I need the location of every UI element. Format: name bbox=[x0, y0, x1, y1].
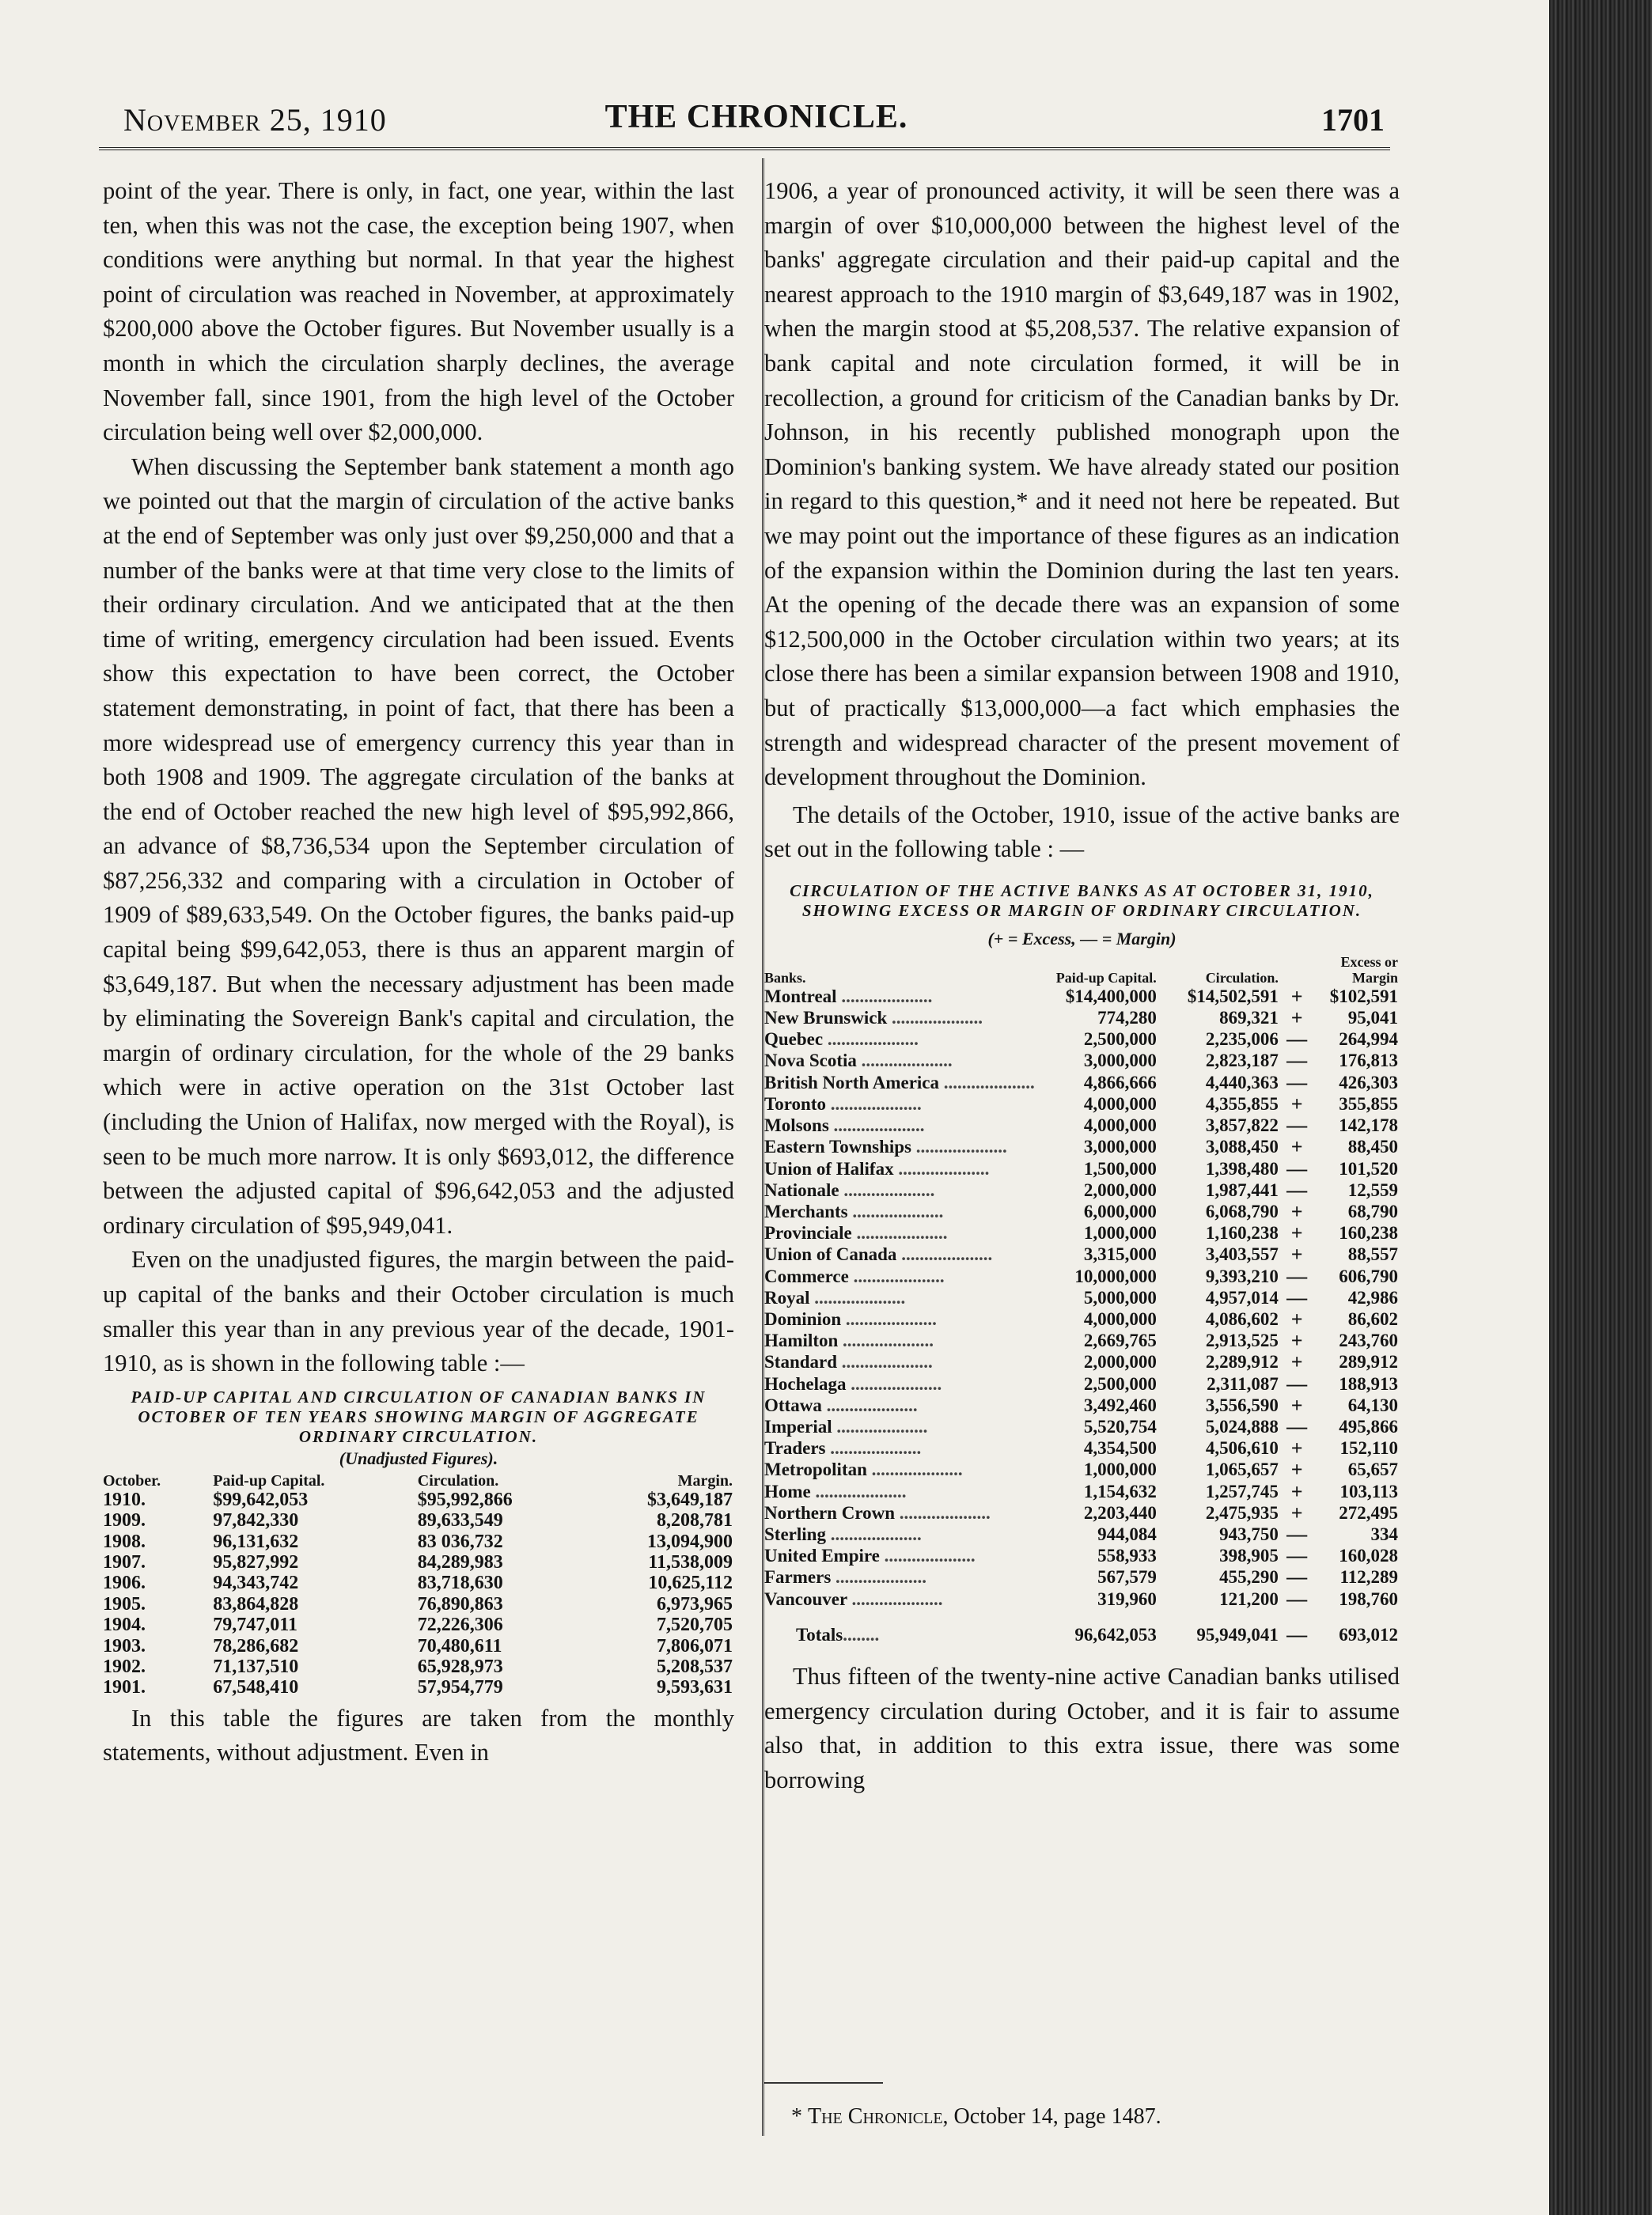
table2-cell-circulation: 5,024,888 bbox=[1205, 1416, 1279, 1437]
table2-cell-bank: Imperial .................... bbox=[764, 1416, 928, 1437]
table2-cell-capital: 5,000,000 bbox=[1083, 1287, 1157, 1308]
table-row bbox=[103, 1510, 736, 1531]
table2-cell-excess-margin: 264,994 bbox=[1339, 1029, 1398, 1050]
table2-legend: (+ = Excess, — = Margin) bbox=[987, 928, 1176, 948]
table1-cell-circulation: 70,480,611 bbox=[417, 1635, 502, 1657]
table2-cell-excess-margin: 103,113 bbox=[1339, 1481, 1398, 1501]
right-paragraph-1: 1906, a year of pronounced activity, it will be seen there was a margin of over $10,000,000 between the highest level of the banks' aggregate circulation and their paid-up capital and the nearest approach to the 1910 margin of $3,649,187 was in 1902, when the margin stood at $5,208,537. The relative expansion of bank capital and note circulation formed, it will be in recollection, a ground for criticism of the Canadian banks by Dr. Johnson, in his recently published monograph upon the Dominion's banking system. We have already stated our position in regard to this question,* and it need not here be repeated. But we may point out the importance of these figures as an indication of the expansion within the Dominion during the last ten years. At the opening of the decade there was an expansion of some $12,500,000 in the October circulation within two years; at its close there has been a similar expansion between 1908 and 1910, but of practically $13,000,000—a fact which emphasies the strength and widespread character of the present movement of development throughout the Dominion. bbox=[764, 177, 1400, 791]
table2-cell-capital: 1,000,000 bbox=[1083, 1223, 1157, 1244]
table2-cell-bank: Vancouver .................... bbox=[764, 1588, 943, 1609]
table2-cell-sign: — bbox=[1286, 1157, 1308, 1180]
table2-cell-sign: + bbox=[1290, 1006, 1303, 1030]
table2-cell-circulation: 2,913,525 bbox=[1205, 1331, 1279, 1351]
table2-header-banks: Banks. bbox=[764, 969, 806, 986]
table2-cell-bank: Montreal .................... bbox=[764, 986, 933, 1006]
table2-cell-circulation: 2,289,912 bbox=[1205, 1352, 1279, 1373]
table2-cell-capital: 6,000,000 bbox=[1083, 1201, 1157, 1221]
table1-cell-margin: 8,208,781 bbox=[657, 1510, 733, 1532]
table1-cell-circulation: 84,289,983 bbox=[417, 1552, 503, 1573]
table-row bbox=[764, 1072, 1400, 1093]
table2-cell-bank: Home .................... bbox=[764, 1481, 907, 1501]
table2-cell-capital: 1,154,632 bbox=[1083, 1481, 1157, 1501]
table2-cell-excess-margin: 86,602 bbox=[1347, 1308, 1398, 1329]
table-row bbox=[764, 1481, 1400, 1502]
right-column bbox=[764, 174, 1400, 1797]
table2-cell-excess-margin: 95,041 bbox=[1347, 1008, 1398, 1028]
table1-cell-capital: $99,642,053 bbox=[213, 1489, 309, 1510]
table2-cell-circulation: 2,823,187 bbox=[1205, 1051, 1279, 1071]
table2-cell-capital: 2,500,000 bbox=[1083, 1029, 1157, 1050]
table1-cell-circulation: 89,633,549 bbox=[417, 1510, 503, 1532]
table2-cell-circulation: 1,257,745 bbox=[1205, 1481, 1279, 1501]
table2-cell-bank: Molsons .................... bbox=[764, 1115, 925, 1136]
totals-capital: 96,642,053 bbox=[1074, 1624, 1157, 1645]
table1-cell-margin: 7,806,071 bbox=[657, 1635, 733, 1657]
table-row bbox=[103, 1573, 736, 1593]
table2-cell-circulation: 455,290 bbox=[1219, 1567, 1279, 1588]
table2-cell-sign: + bbox=[1290, 1135, 1303, 1159]
table2-cell-sign: + bbox=[1290, 1479, 1303, 1503]
table2-header-sign bbox=[1279, 954, 1316, 986]
table1-header-margin: Margin. bbox=[677, 1471, 733, 1490]
table2-caption: CIRCULATION OF THE ACTIVE BANKS AS AT OCTOBER 31, 1910, SHOWING EXCESS OR MARGIN OF ORDINARY CIRCULATION. bbox=[790, 880, 1374, 920]
publication-title: THE CHRONICLE. bbox=[604, 99, 908, 135]
left-column bbox=[103, 174, 734, 1770]
table2-cell-capital: 4,000,000 bbox=[1083, 1115, 1157, 1136]
table1-cell-capital: 96,131,632 bbox=[213, 1531, 299, 1552]
table2-cell-capital: 2,500,000 bbox=[1083, 1373, 1157, 1394]
table-row bbox=[764, 1588, 1400, 1610]
table-row bbox=[764, 1416, 1400, 1437]
table1-cell-circulation: 65,928,973 bbox=[417, 1657, 503, 1678]
table2-cell-circulation: 3,088,450 bbox=[1205, 1137, 1279, 1157]
table1-header-october: October. bbox=[103, 1471, 161, 1490]
table1-cell-capital: 95,827,992 bbox=[213, 1552, 299, 1573]
table2-header-row bbox=[764, 954, 1400, 986]
table2-cell-excess-margin: 64,130 bbox=[1347, 1395, 1398, 1415]
table2-cell-capital: 4,354,500 bbox=[1083, 1438, 1157, 1459]
table2-cell-circulation: 2,235,006 bbox=[1205, 1029, 1279, 1050]
table2-cell-sign: + bbox=[1290, 1501, 1303, 1524]
table1-cell-capital: 79,747,011 bbox=[213, 1615, 297, 1636]
table1-cell-margin: 10,625,112 bbox=[648, 1573, 733, 1594]
table-row bbox=[103, 1677, 736, 1698]
table2-cell-excess-margin: 289,912 bbox=[1339, 1352, 1398, 1373]
table2-cell-circulation: 3,556,590 bbox=[1205, 1395, 1279, 1415]
page-number: 1701 bbox=[1321, 102, 1385, 138]
table-row bbox=[764, 1266, 1400, 1287]
table2-cell-circulation: 9,393,210 bbox=[1205, 1266, 1279, 1286]
table2-cell-sign: + bbox=[1290, 1307, 1303, 1331]
table-row bbox=[103, 1552, 736, 1573]
issue-date: November 25, 1910 bbox=[123, 102, 387, 138]
table1-cell-capital: 94,343,742 bbox=[213, 1573, 299, 1594]
table1-cell-year: 1908. bbox=[103, 1531, 146, 1552]
table-row bbox=[764, 1158, 1400, 1179]
table2-cell-circulation: 6,068,790 bbox=[1205, 1201, 1279, 1221]
table1-cell-circulation: $95,992,866 bbox=[417, 1489, 513, 1510]
table-row bbox=[764, 1502, 1400, 1524]
table2-cell-excess-margin: 355,855 bbox=[1339, 1093, 1398, 1114]
table2-cell-capital: 4,000,000 bbox=[1083, 1093, 1157, 1114]
table1-caption: PAID-UP CAPITAL AND CIRCULATION OF CANADIAN BANKS IN OCTOBER OF TEN YEARS SHOWING MARGIN OF AGGREGATE ORDINARY CIRCULATION. bbox=[131, 1387, 707, 1446]
table2-cell-sign: + bbox=[1290, 1393, 1303, 1417]
table2-cell-sign: — bbox=[1286, 1544, 1308, 1568]
table2-cell-circulation: 943,750 bbox=[1219, 1524, 1279, 1544]
left-paragraph-3: Even on the unadjusted figures, the margin between the paid-up capital of the banks and their October circulation is much smaller this year than in any previous year of the decade, 1901-1910, as is shown in the following table :— bbox=[103, 1246, 734, 1377]
table2-cell-circulation: 4,355,855 bbox=[1205, 1093, 1279, 1114]
table2-cell-circulation: 4,086,602 bbox=[1205, 1308, 1279, 1329]
table2-cell-bank: Eastern Townships .................... bbox=[764, 1137, 1007, 1157]
table1-cell-margin: 13,094,900 bbox=[647, 1531, 733, 1552]
table1-cell-margin: 5,208,537 bbox=[657, 1657, 733, 1678]
table2-cell-sign: — bbox=[1286, 1587, 1308, 1611]
table-row bbox=[103, 1636, 736, 1657]
active-banks-table bbox=[764, 954, 1400, 1645]
table2-cell-capital: 10,000,000 bbox=[1074, 1266, 1157, 1286]
table2-cell-excess-margin: 101,520 bbox=[1339, 1158, 1398, 1179]
table-row bbox=[764, 1136, 1400, 1157]
table2-cell-capital: 4,000,000 bbox=[1083, 1308, 1157, 1329]
table2-cell-sign: + bbox=[1290, 1458, 1303, 1482]
table2-header-excess-margin: Excess or Margin bbox=[1340, 953, 1398, 986]
table1-cell-margin: 6,973,965 bbox=[657, 1593, 733, 1615]
table1-cell-year: 1902. bbox=[103, 1657, 146, 1678]
table2-cell-sign: — bbox=[1286, 1049, 1308, 1073]
table1-cell-year: 1909. bbox=[103, 1510, 146, 1532]
table2-cell-sign: — bbox=[1286, 1028, 1308, 1051]
table2-cell-sign: — bbox=[1286, 1414, 1308, 1438]
table2-cell-excess-margin: 65,657 bbox=[1347, 1460, 1398, 1480]
table2-cell-capital: 3,000,000 bbox=[1083, 1051, 1157, 1071]
table2-cell-excess-margin: 68,790 bbox=[1347, 1201, 1398, 1221]
totals-label: Totals........ bbox=[796, 1624, 880, 1645]
table2-cell-bank: Provinciale .................... bbox=[764, 1223, 948, 1244]
table1-cell-capital: 97,842,330 bbox=[213, 1510, 299, 1532]
table2-cell-excess-margin: 142,178 bbox=[1339, 1115, 1398, 1136]
table1-cell-margin: 11,538,009 bbox=[648, 1552, 733, 1573]
table2-cell-sign: — bbox=[1286, 1114, 1308, 1138]
table2-cell-excess-margin: 334 bbox=[1370, 1524, 1398, 1544]
table2-cell-sign: — bbox=[1286, 1372, 1308, 1395]
table2-cell-excess-margin: 606,790 bbox=[1339, 1266, 1398, 1286]
totals-margin: 693,012 bbox=[1339, 1624, 1398, 1645]
table2-cell-excess-margin: 426,303 bbox=[1339, 1072, 1398, 1092]
table1-cell-year: 1910. bbox=[103, 1489, 146, 1510]
table-row bbox=[764, 1373, 1400, 1395]
table2-cell-circulation: 4,957,014 bbox=[1205, 1287, 1279, 1308]
table-row bbox=[764, 1201, 1400, 1222]
table1-cell-capital: 71,137,510 bbox=[213, 1657, 299, 1678]
table2-cell-sign: — bbox=[1286, 1285, 1308, 1309]
table2-cell-bank: Nationale .................... bbox=[764, 1179, 935, 1200]
right-paragraph-2: The details of the October, 1910, issue of the active banks are set out in the following table : — bbox=[764, 801, 1400, 863]
table-row bbox=[764, 1244, 1400, 1265]
table2-cell-capital: 3,315,000 bbox=[1083, 1244, 1157, 1265]
table2-cell-bank: Hochelaga .................... bbox=[764, 1373, 942, 1394]
table2-cell-circulation: 2,475,935 bbox=[1205, 1502, 1279, 1523]
table2-cell-circulation: 1,065,657 bbox=[1205, 1460, 1279, 1480]
table2-cell-bank: Hamilton .................... bbox=[764, 1331, 934, 1351]
table2-cell-bank: Metropolitan .................... bbox=[764, 1460, 963, 1480]
table2-cell-bank: Sterling .................... bbox=[764, 1524, 922, 1544]
table2-cell-excess-margin: 152,110 bbox=[1339, 1438, 1398, 1459]
table2-cell-excess-margin: 160,238 bbox=[1339, 1223, 1398, 1244]
decade-circulation-table bbox=[103, 1472, 736, 1698]
table2-cell-circulation: 4,440,363 bbox=[1205, 1072, 1279, 1092]
table2-cell-excess-margin: 272,495 bbox=[1339, 1502, 1398, 1523]
table2-cell-bank: Commerce .................... bbox=[764, 1266, 945, 1286]
table2-cell-bank: Nova Scotia .................... bbox=[764, 1051, 953, 1071]
table2-cell-capital: 2,203,440 bbox=[1083, 1502, 1157, 1523]
table1-cell-capital: 83,864,828 bbox=[213, 1593, 299, 1615]
table2-cell-capital: 774,280 bbox=[1097, 1008, 1157, 1028]
table2-totals-row bbox=[764, 1610, 1400, 1645]
table-row bbox=[764, 1330, 1400, 1351]
table-row bbox=[764, 1115, 1400, 1136]
table-row bbox=[764, 1308, 1400, 1330]
table2-cell-excess-margin: 198,760 bbox=[1339, 1588, 1398, 1609]
table2-cell-circulation: 121,200 bbox=[1219, 1588, 1279, 1609]
table2-cell-bank: Traders .................... bbox=[764, 1438, 922, 1459]
totals-circulation: 95,949,041 bbox=[1196, 1624, 1279, 1645]
right-paragraph-3: Thus fifteen of the twenty-nine active Canadian banks utilised emergency circulation during October, and it is fair to assume also that, in addition to this extra issue, there was some borrowing bbox=[764, 1662, 1400, 1793]
table-row bbox=[764, 1179, 1400, 1201]
table2-cell-capital: 2,000,000 bbox=[1083, 1179, 1157, 1200]
table2-cell-bank: British North America .................... bbox=[764, 1072, 1035, 1092]
left-paragraph-4: In this table the figures are taken from the monthly statements, without adjustment. Even in bbox=[103, 1704, 734, 1766]
table2-cell-excess-margin: $102,591 bbox=[1329, 986, 1398, 1006]
table1-cell-capital: 78,286,682 bbox=[213, 1635, 299, 1657]
table2-cell-capital: 3,000,000 bbox=[1083, 1137, 1157, 1157]
totals-sign: — bbox=[1286, 1622, 1308, 1646]
table2-cell-excess-margin: 88,450 bbox=[1347, 1137, 1398, 1157]
table2-cell-sign: + bbox=[1290, 984, 1303, 1008]
table2-cell-circulation: 398,905 bbox=[1219, 1546, 1279, 1566]
table1-header-row bbox=[103, 1472, 736, 1490]
table2-cell-sign: — bbox=[1286, 1522, 1308, 1546]
table2-cell-bank: Merchants .................... bbox=[764, 1201, 944, 1221]
table-row bbox=[103, 1594, 736, 1615]
table1-header-circulation: Circulation. bbox=[417, 1471, 499, 1490]
table1-cell-margin: 9,593,631 bbox=[657, 1677, 733, 1698]
table2-body bbox=[764, 986, 1400, 1610]
table2-cell-circulation: 3,857,822 bbox=[1205, 1115, 1279, 1136]
left-paragraph-1: point of the year. There is only, in fact, one year, within the last ten, when this was not the case, the exception being 1907, when conditions were anything but normal. In that year the highest point of circulation was reached in November, at approximately $200,000 above the October figures. But November usually is a month in which the circulation sharply declines, the average November fall, since 1901, from the high level of the October circulation being well over $2,000,000. bbox=[103, 177, 734, 446]
table2-cell-capital: 1,000,000 bbox=[1083, 1460, 1157, 1480]
table2-cell-excess-margin: 176,813 bbox=[1339, 1051, 1398, 1071]
table2-cell-sign: + bbox=[1290, 1243, 1303, 1267]
table2-cell-sign: — bbox=[1286, 1264, 1308, 1288]
table-row bbox=[764, 986, 1400, 1007]
table2-cell-sign: + bbox=[1290, 1437, 1303, 1460]
table-row bbox=[764, 1545, 1400, 1566]
table2-cell-bank: Union of Canada .................... bbox=[764, 1244, 993, 1265]
table1-cell-margin: $3,649,187 bbox=[647, 1489, 733, 1510]
table2-cell-sign: + bbox=[1290, 1199, 1303, 1223]
table2-cell-bank: Farmers .................... bbox=[764, 1567, 927, 1588]
table2-cell-bank: Dominion .................... bbox=[764, 1308, 937, 1329]
table2-cell-excess-margin: 188,913 bbox=[1339, 1373, 1398, 1394]
table-row bbox=[764, 1093, 1400, 1115]
table1-cell-circulation: 76,890,863 bbox=[417, 1593, 503, 1615]
footnote-marker: * bbox=[791, 2104, 802, 2129]
table2-cell-bank: New Brunswick .................... bbox=[764, 1008, 983, 1028]
table2-cell-sign: + bbox=[1290, 1221, 1303, 1245]
table2-cell-circulation: 1,398,480 bbox=[1205, 1158, 1279, 1179]
table2-cell-capital: 5,520,754 bbox=[1083, 1416, 1157, 1437]
table2-cell-circulation: 1,987,441 bbox=[1205, 1179, 1279, 1200]
table-row bbox=[103, 1615, 736, 1635]
table2-cell-capital: 2,000,000 bbox=[1083, 1352, 1157, 1373]
table2-cell-capital: 944,084 bbox=[1097, 1524, 1157, 1544]
left-paragraph-2: When discussing the September bank statement a month ago we pointed out that the margin of circulation of the active banks at the end of September was only just over $9,250,000 and that a number of the banks were at that time very close to the limits of their ordinary circulation. And we anticipated that at the then time of writing, emergency circulation had been issued. Events show this expectation to have been correct, the October statement demonstrating, in point of fact, that there has been a more widespread use of emergency currency this year than in both 1908 and 1909. The aggregate circulation of the banks at the end of October reached the new high level of $95,992,866, an advance of $8,736,534 upon the September circulation of $87,256,332 and comparing with a circulation in October of 1909 of $89,633,549. On the October figures, the banks paid-up capital being $99,642,053, there is thus an apparent margin of $3,649,187. But when the necessary adjustment has been made by eliminating the Sovereign Bank's capital and circulation, the margin of ordinary circulation, for the whole of the 29 banks which were in active operation on the 31st October last (including the Union of Halifax, now merged with the Royal), is seen to be much more narrow. It is only $693,012, the difference between the adjusted capital of $96,642,053 and the adjusted ordinary circulation of $95,949,041. bbox=[103, 452, 734, 1239]
table2-cell-bank: Standard .................... bbox=[764, 1352, 933, 1373]
table2-cell-bank: Quebec .................... bbox=[764, 1029, 919, 1050]
footnote-rule bbox=[764, 2082, 883, 2084]
table2-header-circulation: Circulation. bbox=[1205, 969, 1279, 986]
table2-cell-bank: Northern Crown .................... bbox=[764, 1502, 991, 1523]
table2-cell-capital: 4,866,666 bbox=[1083, 1072, 1157, 1092]
table2-cell-circulation: $14,502,591 bbox=[1187, 986, 1279, 1006]
table-row bbox=[764, 1566, 1400, 1588]
table-row bbox=[764, 1287, 1400, 1308]
table2-cell-excess-margin: 243,760 bbox=[1339, 1331, 1398, 1351]
table2-cell-bank: Toronto .................... bbox=[764, 1093, 922, 1114]
table2-cell-circulation: 3,403,557 bbox=[1205, 1244, 1279, 1265]
table2-cell-excess-margin: 12,559 bbox=[1347, 1179, 1398, 1200]
table-row bbox=[764, 1351, 1400, 1373]
table2-cell-circulation: 2,311,087 bbox=[1207, 1373, 1279, 1394]
table1-cell-margin: 7,520,705 bbox=[657, 1615, 733, 1636]
table-row bbox=[764, 1050, 1400, 1071]
table2-cell-sign: — bbox=[1286, 1070, 1308, 1094]
table2-cell-excess-margin: 42,986 bbox=[1347, 1287, 1398, 1308]
table1-cell-year: 1903. bbox=[103, 1635, 146, 1657]
table-row bbox=[103, 1657, 736, 1677]
table2-cell-capital: 3,492,460 bbox=[1083, 1395, 1157, 1415]
table1-body bbox=[103, 1490, 736, 1698]
table1-cell-year: 1904. bbox=[103, 1615, 146, 1636]
table2-cell-bank: United Empire .................... bbox=[764, 1546, 976, 1566]
table2-cell-sign: — bbox=[1286, 1566, 1308, 1589]
table2-header-capital: Paid-up Capital. bbox=[1055, 969, 1157, 986]
page-header bbox=[119, 95, 1394, 142]
table2-cell-capital: 2,669,765 bbox=[1083, 1331, 1157, 1351]
book-spine-edge bbox=[1549, 0, 1652, 2215]
table2-cell-sign: — bbox=[1286, 1178, 1308, 1202]
table2-cell-capital: 567,579 bbox=[1097, 1567, 1157, 1588]
table1-cell-circulation: 72,226,306 bbox=[417, 1615, 503, 1636]
table1-cell-circulation: 57,954,779 bbox=[417, 1677, 503, 1698]
table2-cell-circulation: 4,506,610 bbox=[1205, 1438, 1279, 1459]
table1-subcaption: (Unadjusted Figures). bbox=[339, 1448, 498, 1468]
table1-header-capital: Paid-up Capital. bbox=[213, 1471, 325, 1490]
table1-cell-year: 1901. bbox=[103, 1677, 146, 1698]
table-row bbox=[764, 1437, 1400, 1459]
table2-cell-circulation: 869,321 bbox=[1219, 1008, 1279, 1028]
table2-cell-capital: 1,500,000 bbox=[1083, 1158, 1157, 1179]
table-row bbox=[103, 1490, 736, 1510]
footnote-publication: The Chronicle, bbox=[808, 2104, 949, 2129]
table1-cell-capital: 67,548,410 bbox=[213, 1677, 299, 1698]
table2-cell-sign: + bbox=[1290, 1092, 1303, 1115]
table-row bbox=[764, 1524, 1400, 1545]
table2-cell-excess-margin: 112,289 bbox=[1339, 1567, 1398, 1588]
table-row bbox=[764, 1007, 1400, 1028]
table2-cell-bank: Union of Halifax .................... bbox=[764, 1158, 990, 1179]
table2-cell-sign: + bbox=[1290, 1329, 1303, 1353]
table2-cell-capital: 319,960 bbox=[1097, 1588, 1157, 1609]
table2-cell-sign: + bbox=[1290, 1350, 1303, 1374]
table-row bbox=[764, 1222, 1400, 1244]
table1-cell-year: 1906. bbox=[103, 1573, 146, 1594]
table2-cell-excess-margin: 88,557 bbox=[1347, 1244, 1398, 1265]
table-row bbox=[764, 1395, 1400, 1416]
table-row bbox=[103, 1532, 736, 1552]
header-rule bbox=[99, 147, 1390, 150]
table-row bbox=[764, 1459, 1400, 1480]
table1-cell-year: 1907. bbox=[103, 1552, 146, 1573]
table2-cell-bank: Royal .................... bbox=[764, 1287, 906, 1308]
table2-cell-bank: Ottawa .................... bbox=[764, 1395, 918, 1415]
table2-cell-capital: 558,933 bbox=[1097, 1546, 1157, 1566]
table2-cell-circulation: 1,160,238 bbox=[1205, 1223, 1279, 1244]
footnote bbox=[791, 2104, 1161, 2130]
table2-cell-excess-margin: 160,028 bbox=[1339, 1546, 1398, 1566]
table2-cell-excess-margin: 495,866 bbox=[1339, 1416, 1398, 1437]
table1-cell-circulation: 83,718,630 bbox=[417, 1573, 503, 1594]
footnote-text: October 14, page 1487. bbox=[953, 2104, 1161, 2129]
table2-cell-capital: $14,400,000 bbox=[1065, 986, 1157, 1006]
table1-cell-circulation: 83 036,732 bbox=[417, 1531, 503, 1552]
table1-cell-year: 1905. bbox=[103, 1593, 146, 1615]
table-row bbox=[764, 1028, 1400, 1050]
